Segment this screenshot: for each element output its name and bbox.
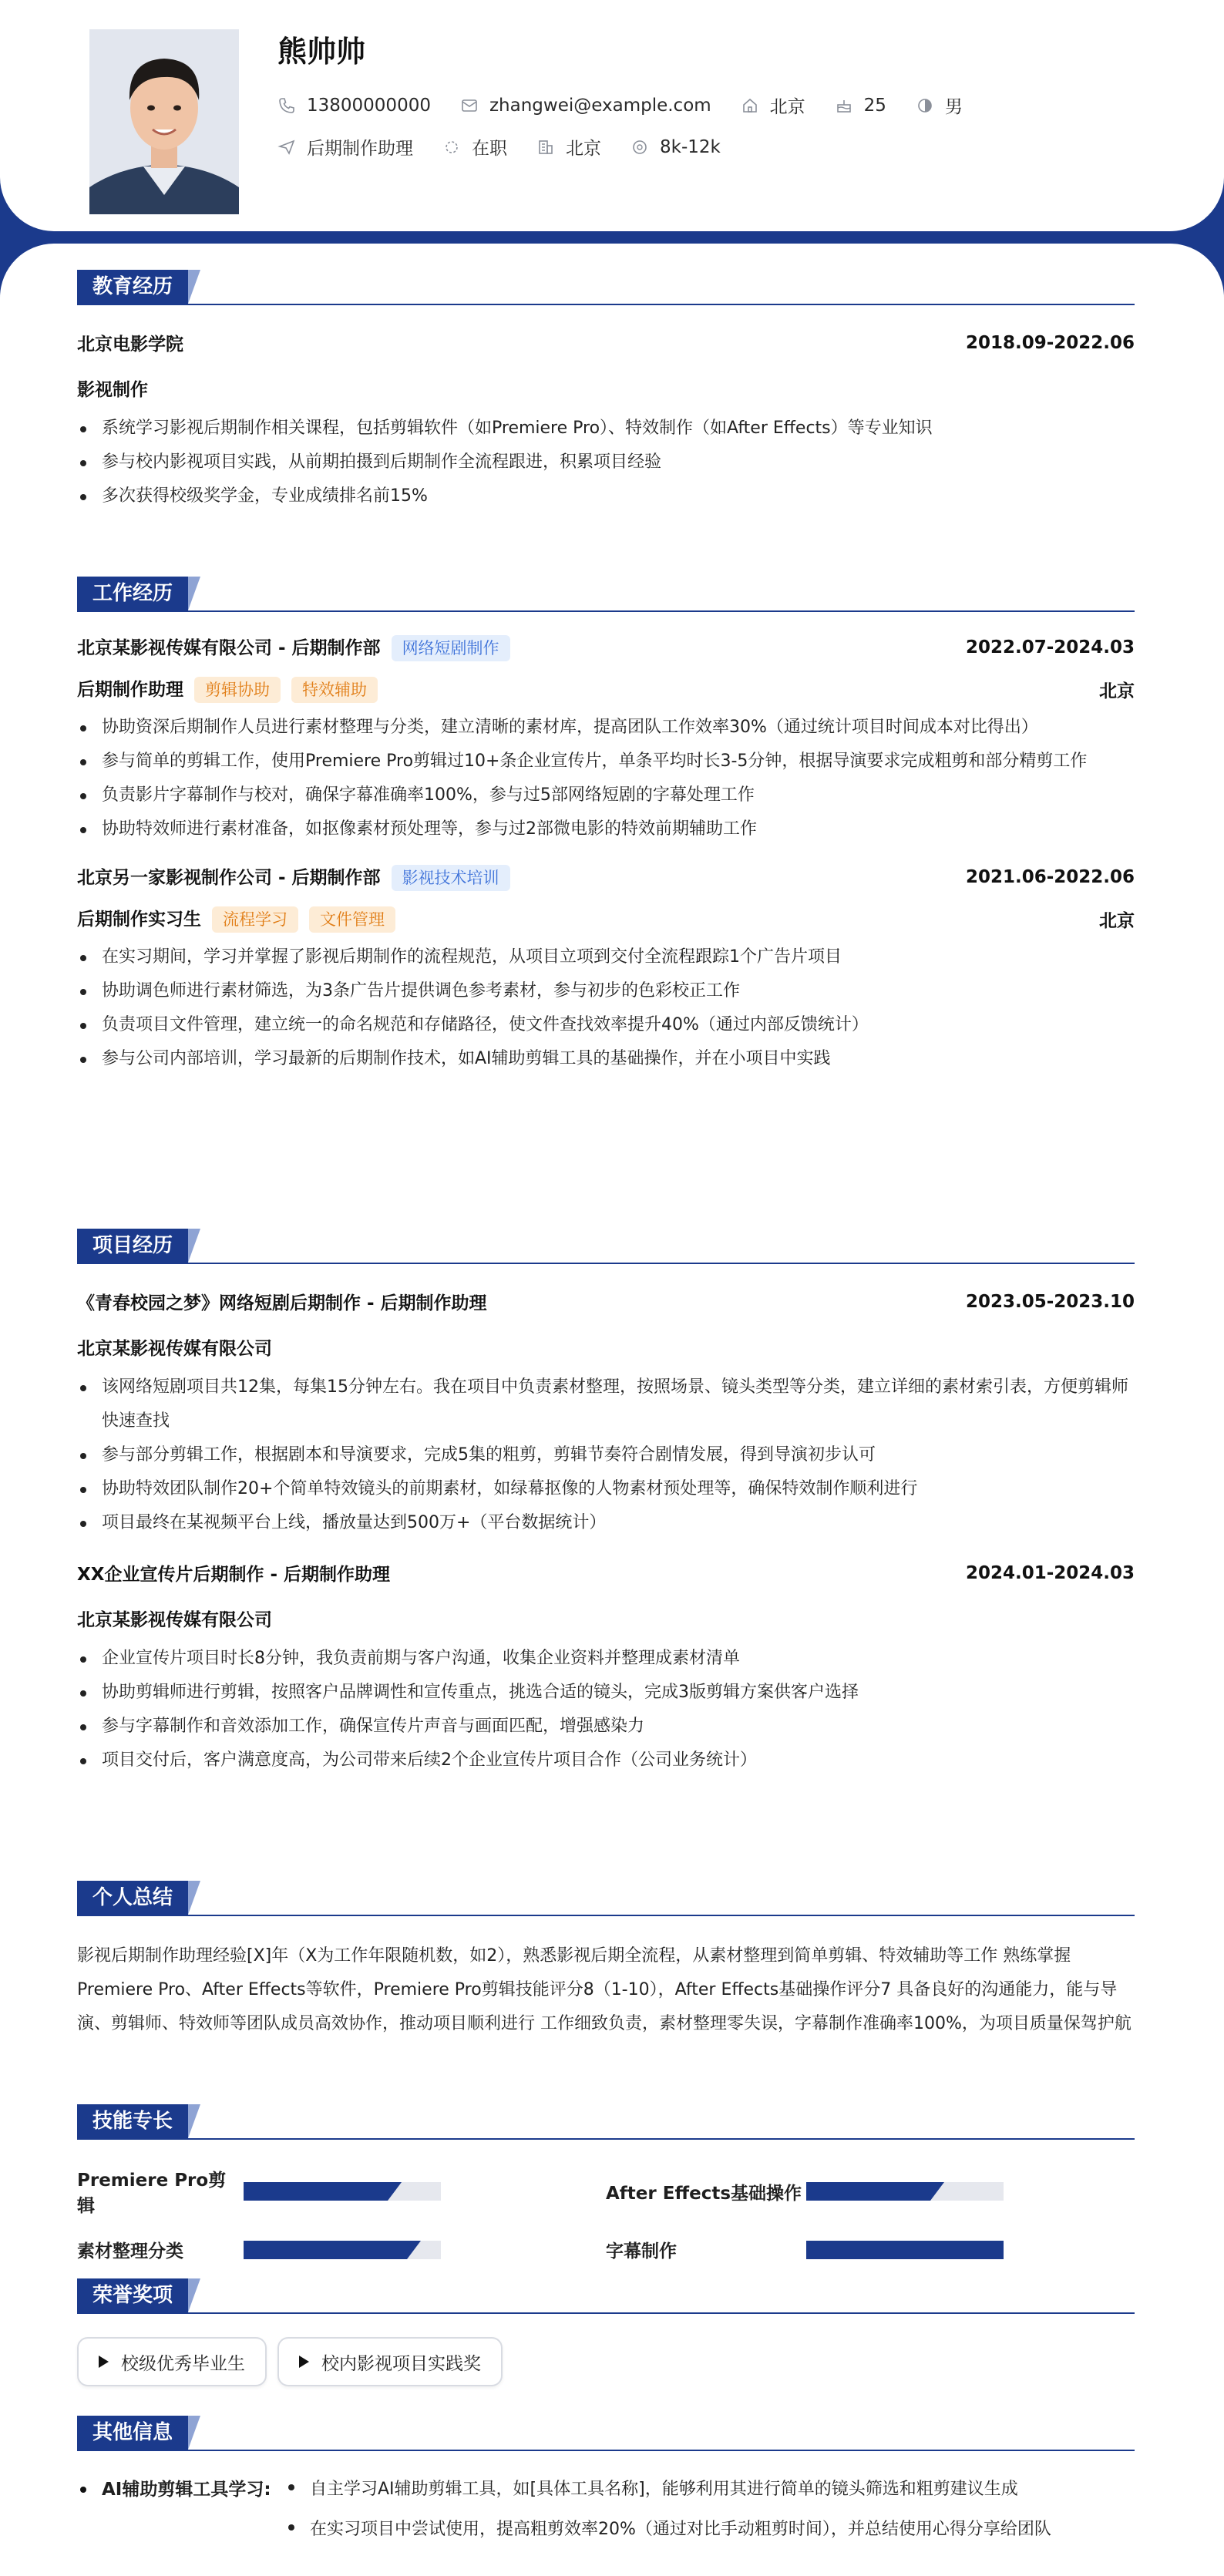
contact-row [277, 92, 992, 118]
work-city: 北京 [1099, 681, 1135, 701]
list-item: 系统学习影视后期制作相关课程，包括剪辑软件（如Premiere Pro）、特效制作（如After Effects）等专业知识 [77, 412, 1135, 446]
skill-grid [77, 2166, 1135, 2262]
summary-section [77, 1881, 1135, 2041]
work-section [77, 577, 1135, 1076]
work-item-head [77, 634, 1135, 661]
list-item: 协助剪辑师进行剪辑，按照客户品牌调性和宣传重点，挑选合适的镜头，完成3版剪辑方案供客户选择 [77, 1676, 1135, 1710]
list-item: 协助资深后期制作人员进行素材整理与分类，建立清晰的素材库，提高团队工作效率30%（通过统计项目时间成本对比得出） [77, 711, 1135, 745]
section-title: 其他信息 [77, 2416, 188, 2450]
mail-icon [460, 96, 479, 115]
skill-bar-fill [806, 2241, 1004, 2259]
role-tag: 流程学习 [212, 906, 298, 933]
list-item: 参与简单的剪辑工作，使用Premiere Pro剪辑过10+条企业宣传片，单条平均时长3-5分钟，根据导演要求完成粗剪和部分精剪工作 [77, 745, 1135, 779]
skill-name: 字幕制作 [606, 2241, 677, 2262]
salary-item [630, 137, 721, 157]
skill-bar [806, 2182, 1004, 2201]
work-item-head [77, 863, 1135, 891]
list-item: 参与字幕制作和音效添加工作，确保宣传片声音与画面匹配，增强感染力 [77, 1710, 1135, 1744]
role-tag: 文件管理 [309, 906, 395, 933]
project-date: 2024.01-2024.03 [965, 1562, 1135, 1583]
list-item: 在实习期间，学习并掌握了影视后期制作的流程规范，从项目立项到交付全流程跟踪1个广告片项目 [77, 940, 1135, 974]
skill-item [77, 2237, 606, 2262]
list-item: 参与公司内部培训，学习最新的后期制作技术，如AI辅助剪辑工具的基础操作，并在小项目中实践 [77, 1042, 1135, 1076]
project-name: XX企业宣传片后期制作 - 后期制作助理 [77, 1565, 391, 1585]
list-item: 参与校内影视项目实践，从前期拍摄到后期制作全流程跟进，积累项目经验 [77, 446, 1135, 479]
position-text: 后期制作助理 [307, 139, 413, 159]
section-divider [77, 610, 1135, 612]
role-name: 后期制作实习生 [77, 910, 201, 930]
project-company: 北京某影视传媒有限公司 [77, 1610, 272, 1630]
role-tag: 特效辅助 [291, 677, 378, 703]
building-icon [536, 138, 555, 156]
skill-bar-fill [806, 2182, 930, 2201]
age-text: 25 [863, 95, 886, 116]
skill-bar-fill [244, 2241, 407, 2259]
gender-item [916, 92, 963, 118]
section-title: 个人总结 [77, 1881, 188, 1915]
list-item: 该网络短剧项目共12集，每集15分钟左右。我在项目中负责素材整理，按照场景、镜头类型等分类，建立详细的素材索引表，方便剪辑师快速查找 [77, 1370, 1135, 1438]
cake-icon [835, 96, 853, 115]
phone-text: 13800000000 [307, 95, 431, 116]
location-text: 北京 [769, 97, 805, 117]
skill-item [77, 2166, 606, 2217]
list-item: 协助特效团队制作20+个简单特效镜头的前期素材，如绿幕抠像的人物素材预处理等，确保特效制作顺利进行 [77, 1472, 1135, 1506]
list-item: 负责项目文件管理，建立统一的命名规范和存储路径，使文件查找效率提升40%（通过内部反馈统计） [77, 1008, 1135, 1042]
work-bullets [77, 711, 1135, 846]
other-bullets [285, 2470, 1135, 2550]
major-name: 影视制作 [77, 380, 148, 400]
company-name: 北京某影视传媒有限公司 - 后期制作部 [77, 638, 381, 658]
skill-name: Premiere Pro剪辑 [77, 2171, 227, 2216]
section-title: 技能专长 [77, 2104, 188, 2138]
skill-bar [244, 2182, 441, 2201]
section-divider [77, 2138, 1135, 2140]
projects-section [77, 1229, 1135, 1777]
role-tag: 剪辑协助 [194, 677, 281, 703]
send-icon [277, 138, 296, 156]
play-icon [99, 2356, 109, 2368]
list-item: 协助调色师进行素材筛选，为3条广告片提供调色参考素材，参与初步的色彩校正工作 [77, 974, 1135, 1008]
award-label: 校内影视项目实践奖 [321, 2353, 481, 2374]
section-divider [77, 2312, 1135, 2314]
city-text: 北京 [566, 139, 601, 159]
project-bullets [77, 1370, 1135, 1540]
skill-name: 素材整理分类 [77, 2241, 183, 2262]
section-divider [77, 304, 1135, 305]
status-text: 在职 [472, 139, 507, 159]
section-title: 荣誉奖项 [77, 2278, 188, 2312]
edu-date: 2018.09-2022.06 [965, 332, 1135, 353]
work-date: 2021.06-2022.06 [965, 867, 1135, 887]
skill-item [606, 2166, 1135, 2217]
status-item [442, 134, 507, 160]
work-bullets [77, 940, 1135, 1076]
job-intent-row [277, 134, 750, 160]
section-divider [77, 2450, 1135, 2451]
age-item [835, 96, 886, 116]
email-text: zhangwei@example.com [489, 95, 711, 116]
section-title: 项目经历 [77, 1229, 188, 1263]
list-item: 在实习项目中尝试使用，提高粗剪效率20%（通过对比手动粗剪时间），并总结使用心得分享给团队 [285, 2510, 1135, 2550]
phone-icon [277, 96, 296, 115]
edu-bullets [77, 412, 1135, 513]
list-item: 负责影片字幕制作与校对，确保字幕准确率100%，参与过5部网络短剧的字幕处理工作 [77, 779, 1135, 812]
section-title: 教育经历 [77, 270, 188, 304]
skill-bar [806, 2241, 1004, 2259]
project-date: 2023.05-2023.10 [965, 1291, 1135, 1312]
role-name: 后期制作助理 [77, 680, 183, 700]
email-item [460, 96, 711, 116]
phone-item [277, 96, 431, 116]
list-item: 项目最终在某视频平台上线，播放量达到500万+（平台数据统计） [77, 1506, 1135, 1540]
candidate-name: 熊帅帅 [277, 35, 366, 69]
section-divider [77, 1915, 1135, 1916]
skill-bar [244, 2241, 441, 2259]
school-name: 北京电影学院 [77, 335, 183, 355]
list-item: 项目交付后，客户满意度高，为公司带来后续2个企业宣传片项目合作（公司业务统计） [77, 1744, 1135, 1777]
company-name: 北京另一家影视制作公司 - 后期制作部 [77, 868, 381, 888]
list-item: 自主学习AI辅助剪辑工具，如[具体工具名称]，能够利用其进行简单的镜头筛选和粗剪建议生成 [285, 2470, 1135, 2510]
industry-tag: 影视技术培训 [392, 865, 510, 891]
work-city: 北京 [1099, 910, 1135, 931]
project-bullets [77, 1642, 1135, 1777]
loading-icon [442, 138, 461, 156]
section-divider [77, 1263, 1135, 1264]
awards-section [77, 2278, 1135, 2386]
work-date: 2022.07-2024.03 [965, 637, 1135, 657]
list-item: 参与部分剪辑工作，根据剧本和导演要求，完成5集的粗剪，剪辑节奏符合剧情发展，得到导演初步认可 [77, 1438, 1135, 1472]
salary-text: 8k-12k [660, 136, 721, 157]
other-label: AI辅助剪辑工具学习: [77, 2470, 285, 2550]
project-item-head [77, 1560, 1135, 1586]
list-item: 多次获得校级奖学金，专业成绩排名前15% [77, 479, 1135, 513]
position-item [277, 134, 413, 160]
play-icon [299, 2356, 309, 2368]
project-name: 《青春校园之梦》网络短剧后期制作 - 后期制作助理 [77, 1293, 487, 1313]
gender-icon [916, 96, 934, 115]
award-label: 校级优秀毕业生 [121, 2353, 245, 2374]
other-row [77, 2470, 1135, 2550]
education-section [77, 270, 1135, 513]
other-section [77, 2416, 1135, 2550]
home-icon [741, 96, 759, 115]
gender-text: 男 [944, 97, 963, 117]
list-item: 协助特效师进行素材准备，如抠像素材预处理等，参与过2部微电影的特效前期辅助工作 [77, 812, 1135, 846]
city-item [536, 134, 601, 160]
award-list [77, 2337, 1135, 2386]
skill-bar-fill [244, 2182, 388, 2201]
avatar [89, 29, 239, 214]
location-item [741, 92, 805, 118]
summary-text: 影视后期制作助理经验[X]年（X为工作年限随机数，如2），熟悉影视后期全流程，从素材整理到简单剪辑、特效辅助等工作 熟练掌握Premiere Pro、After Effects等软件，Premiere Pro剪辑技能评分8（1-10），After Effects基础操作评分7 具备良好的沟通能力，能与导演、剪辑师、特效师等团队成员高效协作，推动项目顺利进行 工作细致负责，素材整理零失误，字幕制作准确率100%，为项目质量保驾护航 [77, 1946, 1132, 2033]
award-pill [77, 2337, 267, 2386]
skills-section [77, 2104, 1135, 2262]
project-company: 北京某影视传媒有限公司 [77, 1339, 272, 1359]
project-item-head [77, 1289, 1135, 1314]
section-title: 工作经历 [77, 577, 188, 610]
award-pill [277, 2337, 503, 2386]
skill-name: After Effects基础操作 [606, 2183, 802, 2204]
skill-item [606, 2237, 1135, 2262]
industry-tag: 网络短剧制作 [392, 635, 510, 661]
list-item: 企业宣传片项目时长8分钟，我负责前期与客户沟通，收集企业资料并整理成素材清单 [77, 1642, 1135, 1676]
coin-icon [630, 138, 649, 156]
